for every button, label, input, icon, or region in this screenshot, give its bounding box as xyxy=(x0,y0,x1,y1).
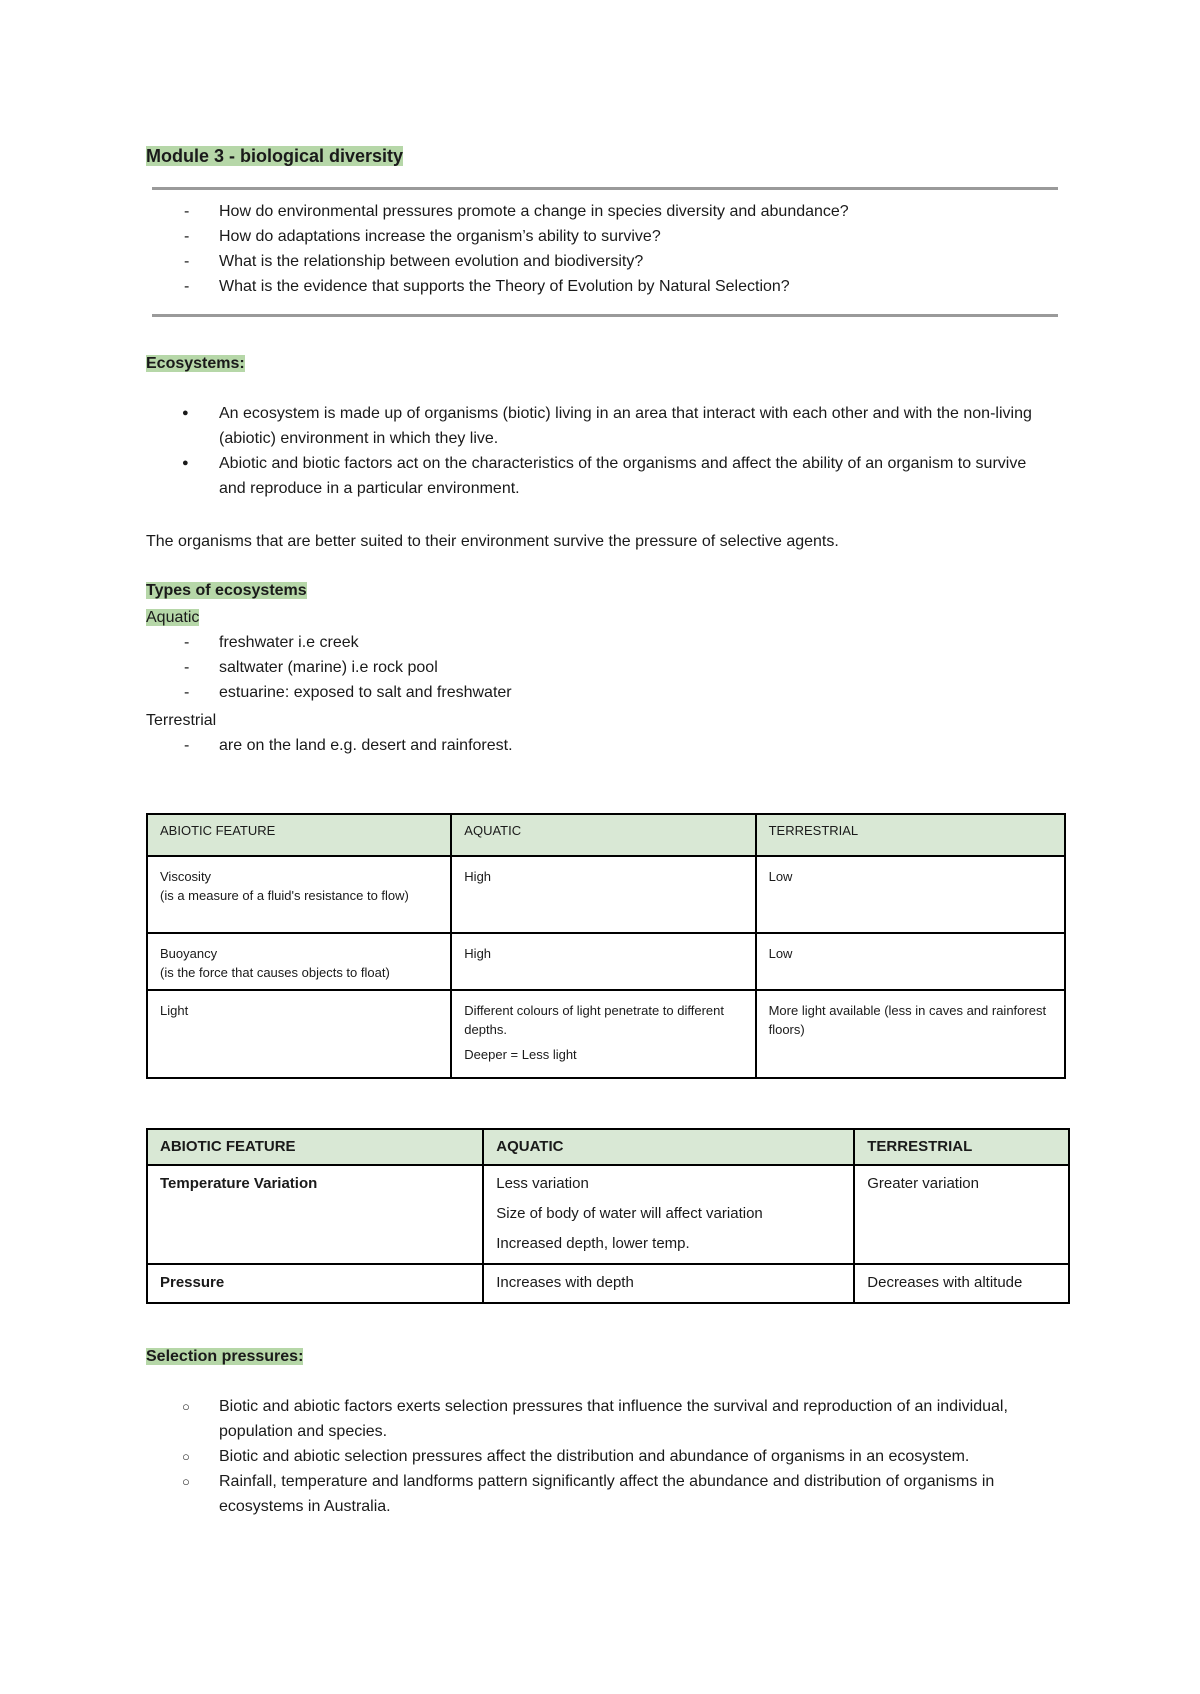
aquatic-label: Aquatic xyxy=(146,609,200,626)
header-abiotic-feature: ABIOTIC FEATURE xyxy=(147,1129,483,1165)
top-rule xyxy=(152,187,1058,190)
terrestrial-item: - are on the land e.g. desert and rainforest. xyxy=(146,733,513,758)
terrestrial-list xyxy=(146,733,513,758)
table-row xyxy=(147,990,1065,1078)
selection-bullets xyxy=(146,1394,1046,1519)
table-row xyxy=(147,856,1065,933)
bullet-item: ○ Biotic and abiotic selection pressures affect the distribution and abundance of organisms in an ecosystem. xyxy=(146,1444,1046,1469)
terrestrial-label: Terrestrial xyxy=(146,712,217,729)
module-title: Module 3 - biological diversity xyxy=(146,146,404,166)
selection-heading: Selection pressures: xyxy=(146,1348,304,1365)
table-row xyxy=(147,1264,1069,1303)
question-item: - How do environmental pressures promote a change in species diversity and abundance? xyxy=(146,199,849,224)
question-item: - What is the evidence that supports the Theory of Evolution by Natural Selection? xyxy=(146,274,849,299)
terrestrial-cell: Low xyxy=(756,856,1065,933)
header-terrestrial: TERRESTRIAL xyxy=(854,1129,1069,1165)
terrestrial-cell: Greater variation xyxy=(854,1165,1069,1264)
header-aquatic: AQUATIC xyxy=(483,1129,854,1165)
aquatic-item: - estuarine: exposed to salt and freshwater xyxy=(146,680,512,705)
abiotic-table-2 xyxy=(146,1128,1070,1304)
abiotic-table-1 xyxy=(146,813,1066,1079)
bullet-item: ● Abiotic and biotic factors act on the characteristics of the organisms and affect the ability of an organism to survive and reproduce in a particular environment. xyxy=(146,451,1046,501)
header-abiotic-feature: ABIOTIC FEATURE xyxy=(147,814,451,856)
table-header-row xyxy=(147,1129,1069,1165)
bullet-item: ● An ecosystem is made up of organisms (biotic) living in an area that interact with each other and with the non-living (abiotic) environment in which they live. xyxy=(146,401,1046,451)
aquatic-cell: Increases with depth xyxy=(483,1264,854,1303)
bullet-item: ○ Rainfall, temperature and landforms pattern significantly affect the abundance and distribution of organisms in ecosystems in Australia. xyxy=(146,1469,1046,1519)
aquatic-cell: Different colours of light penetrate to different depths. Deeper = Less light xyxy=(451,990,755,1078)
question-list xyxy=(146,199,849,299)
header-aquatic: AQUATIC xyxy=(451,814,755,856)
header-terrestrial: TERRESTRIAL xyxy=(756,814,1065,856)
aquatic-cell: High xyxy=(451,933,755,990)
table-header-row xyxy=(147,814,1065,856)
aquatic-item: - saltwater (marine) i.e rock pool xyxy=(146,655,512,680)
feature-cell: Temperature Variation xyxy=(147,1165,483,1264)
feature-cell: Buoyancy (is the force that causes objects to float) xyxy=(147,933,451,990)
question-item: - What is the relationship between evolution and biodiversity? xyxy=(146,249,849,274)
table-row xyxy=(147,1165,1069,1264)
terrestrial-cell: Low xyxy=(756,933,1065,990)
aquatic-list xyxy=(146,630,512,705)
question-item: - How do adaptations increase the organism’s ability to survive? xyxy=(146,224,849,249)
types-heading: Types of ecosystems xyxy=(146,582,307,599)
ecosystems-summary: The organisms that are better suited to their environment survive the pressure of selective agents. xyxy=(146,533,839,550)
aquatic-item: - freshwater i.e creek xyxy=(146,630,512,655)
terrestrial-cell: Decreases with altitude xyxy=(854,1264,1069,1303)
feature-cell: Viscosity (is a measure of a fluid's resistance to flow) xyxy=(147,856,451,933)
feature-cell: Pressure xyxy=(147,1264,483,1303)
bullet-item: ○ Biotic and abiotic factors exerts selection pressures that influence the survival and reproduction of an individual, population and species. xyxy=(146,1394,1046,1444)
aquatic-cell: High xyxy=(451,856,755,933)
aquatic-cell: Less variation Size of body of water will affect variation Increased depth, lower temp. xyxy=(483,1165,854,1264)
ecosystems-heading: Ecosystems: xyxy=(146,355,245,372)
table-row xyxy=(147,933,1065,990)
terrestrial-cell: More light available (less in caves and rainforest floors) xyxy=(756,990,1065,1078)
ecosystems-bullets xyxy=(146,401,1046,501)
bottom-rule xyxy=(152,314,1058,317)
feature-cell: Light xyxy=(147,990,451,1078)
